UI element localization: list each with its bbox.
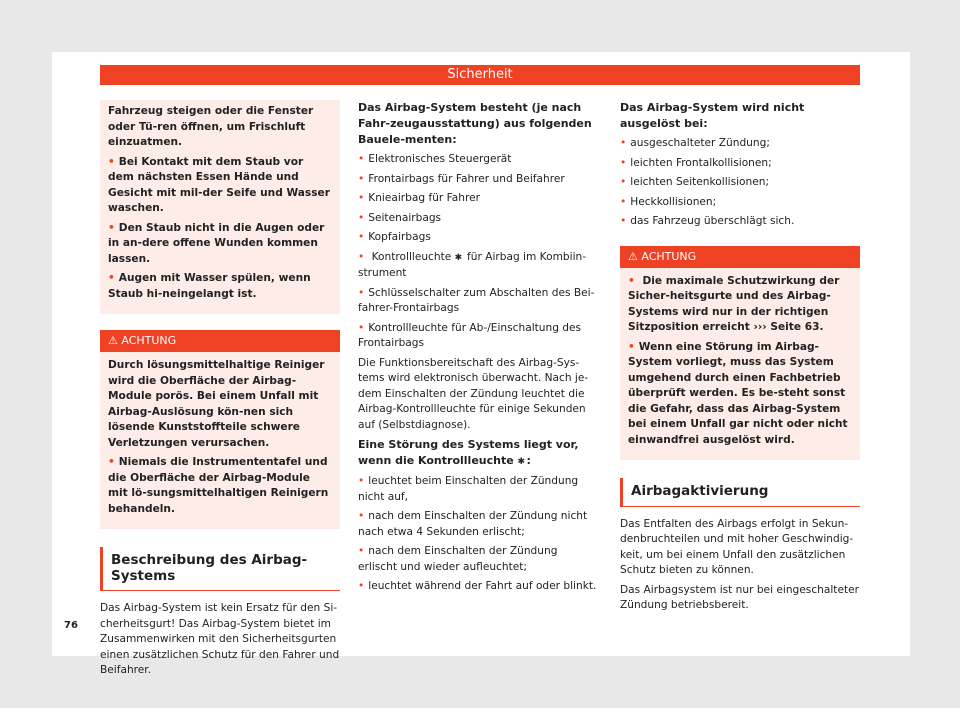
note-bullet-3: • Augen mit Wasser spülen, wenn Staub hi-neingelangt ist. [108,271,332,302]
not-triggered-item: • ausgeschalteter Zündung; [620,136,860,152]
column-1 [100,100,340,683]
not-triggered-item: • das Fahrzeug überschlägt sich. [620,214,860,230]
fault-item: • nach dem Einschalten der Zündung erlischt und wieder aufleuchtet; [358,544,598,575]
fault-item: • leuchtet beim Einschalten der Zündung nicht auf, [358,474,598,505]
warning-body [620,268,860,461]
fault-item: • nach dem Einschalten der Zündung nicht nach etwa 4 Sekunden erlischt; [358,509,598,540]
warning-title: ACHTUNG [641,249,697,263]
not-triggered-heading: Das Airbag-System wird nicht ausgelöst bei: [620,101,805,130]
component-item-warning-lamp: • Kontrollleuchte ✱ für Airbag im Kombiin-strument [358,250,598,282]
column-2 [358,100,598,599]
column-3 [620,100,860,618]
warning-triangle-icon: ⚠ [108,334,118,347]
warning-title: ACHTUNG [121,334,177,347]
warning-bullet: • Niemals die Instrumententafel und die Oberfläche der Airbag-Module mit lö-sungsmittelhaltigen Reinigern behandeln. [108,455,332,517]
warning-header [620,246,860,268]
monitoring-paragraph: Die Funktionsbereitschaft des Airbag-Sys-tems wird elektronisch überwacht. Nach je-dem Einschalten der Zündung leuchtet die Airbag-Kontrollleuchte für einige Sekunden auf (Selbstdiagnose). [358,356,589,431]
component-item: • Knieairbag für Fahrer [358,191,598,207]
warning-bullet-1: • Die maximale Schutzwirkung der Sicher-heitsgurte und des Airbag-Systems wird nur in der richtigen Sitzposition erreicht ››› Seite 63. [628,274,852,336]
page-reference-link[interactable]: ››› Seite 63. [753,321,824,333]
components-heading: Das Airbag-System besteht (je nach Fahr-zeugausstattung) aus folgenden Bauele-menten: [358,101,592,146]
warning-bullet-2: • Wenn eine Störung im Airbag-System vorliegt, muss das System umgehend durch einen Fachbetrieb überprüft werden. Es be-steht sonst die Gefahr, dass das Airbag-System bei einem Unfall gar nicht oder nicht einwandfrei ausgelöst wird. [628,340,852,449]
section-title-aktivierung: Airbagaktivierung [620,478,860,507]
component-item: • Kopfairbags [358,230,598,246]
note-bullet-1: • Bei Kontakt mit dem Staub vor dem nächsten Essen Hände und Gesicht mit mil-der Seife und Wasser waschen. [108,155,332,217]
note-box [100,100,340,314]
fault-heading: Eine Störung des Systems liegt vor, wenn die Kontrollleuchte ✱: [358,437,598,470]
not-triggered-item: • leichten Frontalkollisionen; [620,156,860,172]
airbag-lamp-icon: ✱ [454,252,463,263]
section-header: Sicherheit [100,65,860,85]
warning-triangle-icon: ⚠ [628,249,638,263]
section-title-beschreibung: Beschreibung des Airbag-Systems [100,547,340,591]
warning-box-1 [100,330,340,529]
activation-paragraph-1: Das Entfalten des Airbags erfolgt in Sekun-denbruchteilen und mit hoher Geschwindig-keit, um bei einem Unfall den zusätzlichen Schutz bieten zu können. [620,517,854,576]
airbag-lamp-icon: ✱ [517,457,526,467]
not-triggered-item: • Heckkollisionen; [620,195,860,211]
note-intro: Fahrzeug steigen oder die Fenster oder Tü-ren öffnen, um Frischluft einzuatmen. [108,105,314,148]
fault-item: • leuchtet während der Fahrt auf oder blinkt. [358,579,598,595]
page-number: 76 [64,620,78,631]
not-triggered-item: • leichten Seitenkollisionen; [620,175,860,191]
warning-text: Durch lösungsmittelhaltige Reiniger wird die Oberfläche der Airbag-Module porös. Bei einem Unfall mit Airbag-Auslösung kön-nen sich lösende Kunststoffteile schwere Verletzungen verursachen. [108,359,325,449]
note-bullet-2: • Den Staub nicht in die Augen oder in an-dere offene Wunden kommen lassen. [108,221,332,268]
component-item: • Frontairbags für Fahrer und Beifahrer [358,172,598,188]
warning-header [100,330,340,352]
component-item: • Seitenairbags [358,211,598,227]
component-item: • Elektronisches Steuergerät [358,152,598,168]
activation-paragraph-2: Das Airbagsystem ist nur bei eingeschalteter Zündung betriebsbereit. [620,583,859,611]
section-text: Das Airbag-System ist kein Ersatz für den Si-cherheitsgurt! Das Airbag-System bietet im Zusammenwirken mit den Sicherheitsgurten einen zusätzlichen Schutz für den Fahrer und Beifahrer. [100,602,340,676]
component-item: • Schlüsselschalter zum Abschalten des Bei-fahrer-Frontairbags [358,286,598,317]
warning-body [100,352,340,529]
warning-box-2 [620,246,860,461]
component-item: • Kontrollleuchte für Ab-/Einschaltung des Frontairbags [358,321,598,352]
